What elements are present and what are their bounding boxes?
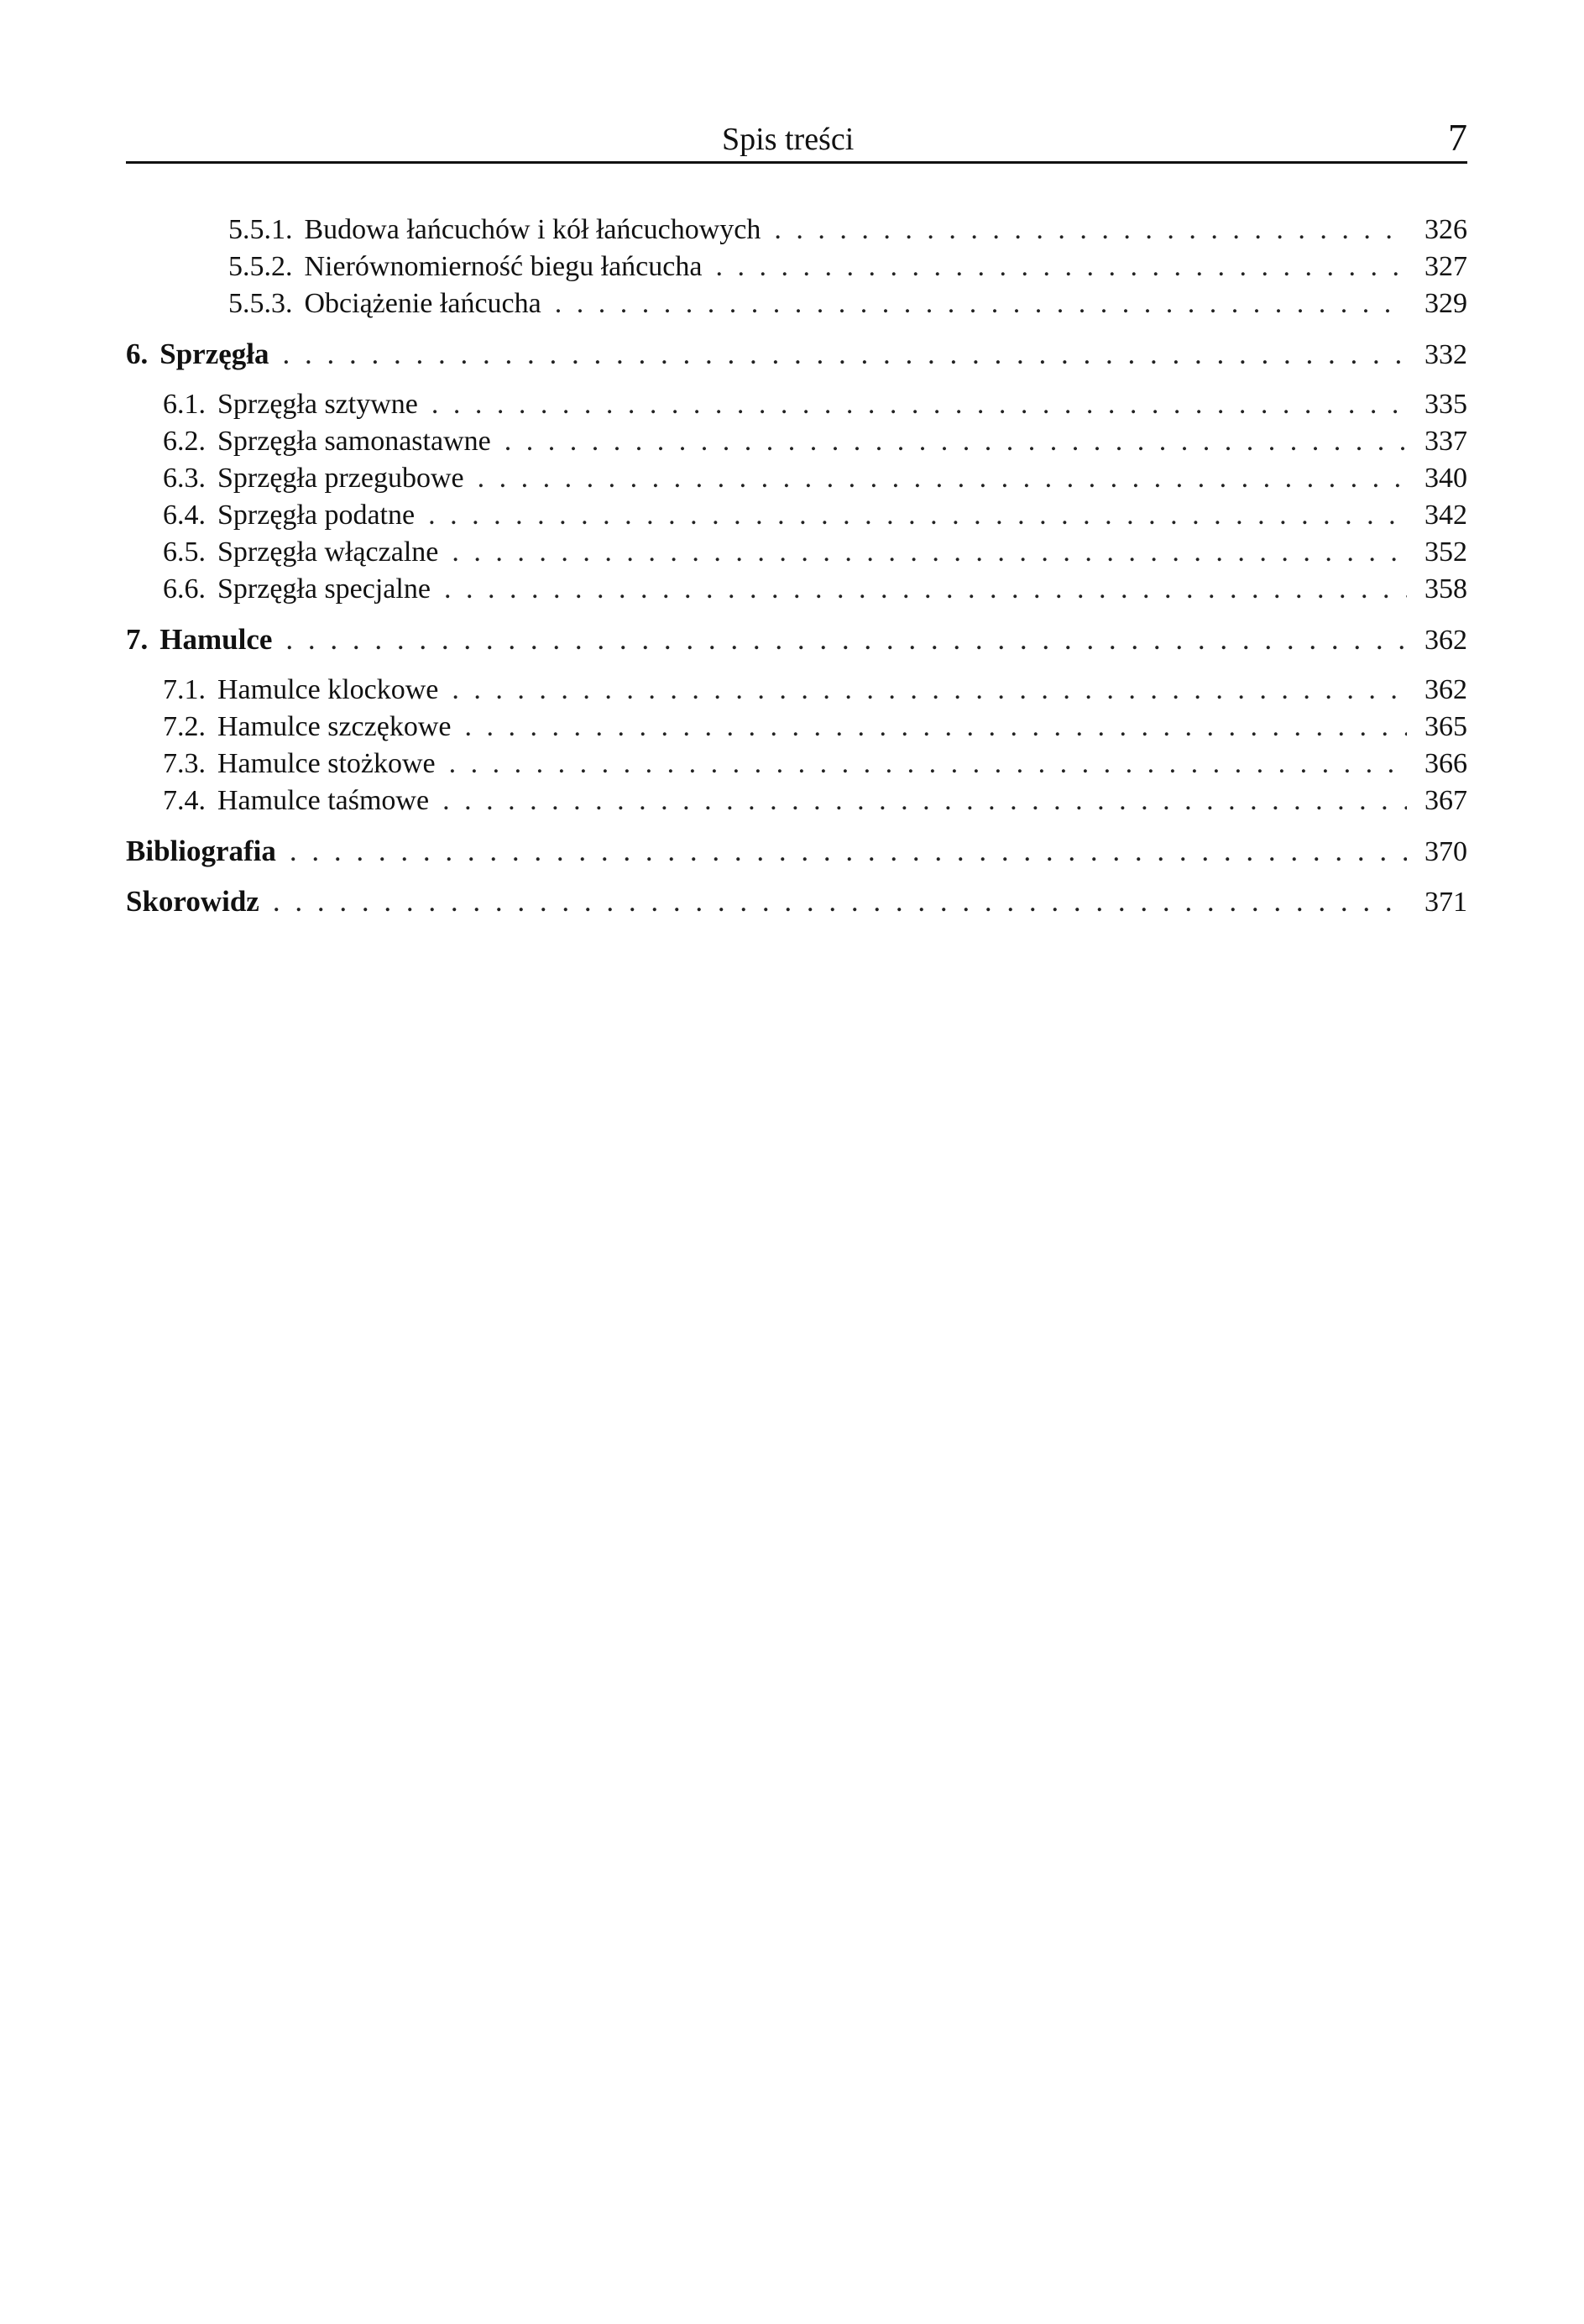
toc-entry-page: 358 (1425, 573, 1467, 605)
toc-chapter-title: Bibliografia (126, 835, 276, 867)
toc-entry-page: 362 (1425, 674, 1467, 705)
toc-entry-page: 352 (1425, 537, 1467, 568)
toc-entry-page: 367 (1425, 785, 1467, 816)
dot-leader (285, 621, 1407, 658)
toc-entry-5-5-1[interactable] (126, 212, 1467, 249)
toc-entry-page: 366 (1425, 748, 1467, 779)
toc-entry-page: 365 (1425, 711, 1467, 742)
toc-entry-page: 340 (1425, 463, 1467, 494)
toc-chapter-title: Skorowidz (126, 885, 259, 918)
toc-entry-number: 7.2. (163, 711, 206, 742)
toc-chapter-7[interactable] (126, 621, 1467, 658)
toc-entry-title: Sprzęgła przegubowe (217, 463, 464, 494)
toc-entry-6-5[interactable] (126, 534, 1467, 571)
toc-entry-6-4[interactable] (126, 497, 1467, 534)
toc-entry-number: 7.1. (163, 674, 206, 705)
toc-entry-number: 5.5.1. (228, 214, 293, 245)
toc-entry-number: 6.5. (163, 537, 206, 568)
toc-entry-title: Sprzęgła samonastawne (217, 426, 491, 457)
toc-chapter-title: Sprzęgła (159, 338, 269, 370)
toc-entry-page: 327 (1425, 251, 1467, 282)
toc-entry-number: 5.5.3. (228, 288, 293, 319)
dot-leader (504, 423, 1407, 460)
toc-entry-number: 6.4. (163, 500, 206, 531)
toc-entry-page: 326 (1425, 214, 1467, 245)
toc-chapter-number: 7. (126, 623, 149, 656)
table-of-contents (126, 212, 1467, 920)
toc-entry-page: 362 (1425, 625, 1467, 656)
toc-entry-page: 337 (1425, 426, 1467, 457)
dot-leader (283, 336, 1407, 373)
toc-entry-number: 6.1. (163, 389, 206, 420)
toc-entry-number: 7.4. (163, 785, 206, 816)
dot-leader (444, 571, 1407, 608)
toc-entry-title: Hamulce stożkowe (217, 748, 436, 779)
toc-entry-page: 342 (1425, 500, 1467, 531)
dot-leader (452, 672, 1407, 709)
toc-entry-title: Sprzęgła włączalne (217, 537, 439, 568)
toc-entry-number: 7.3. (163, 748, 206, 779)
toc-entry-title: Sprzęgła specjalne (217, 573, 431, 605)
toc-entry-title: Nierównomierność biegu łańcucha (304, 251, 703, 282)
toc-entry-6-2[interactable] (126, 423, 1467, 460)
toc-entry-number: 6.2. (163, 426, 206, 457)
toc-entry-title: Budowa łańcuchów i kół łańcuchowych (304, 214, 761, 245)
toc-chapter-number: 6. (126, 338, 149, 370)
toc-entry-title: Hamulce taśmowe (217, 785, 430, 816)
dot-leader (555, 285, 1407, 322)
dot-leader (478, 460, 1407, 497)
page-number: 7 (1448, 116, 1467, 159)
page-header (126, 111, 1467, 164)
toc-entry-6-6[interactable] (126, 571, 1467, 608)
dot-leader (428, 497, 1407, 534)
toc-entry-page: 329 (1425, 288, 1467, 319)
dot-leader (774, 212, 1407, 249)
running-header-title: Spis treści (722, 122, 855, 157)
toc-entry-7-1[interactable] (126, 672, 1467, 709)
dot-leader (449, 746, 1407, 783)
toc-bibliography[interactable] (126, 833, 1467, 870)
dot-leader (442, 783, 1407, 819)
toc-entry-title: Hamulce szczękowe (217, 711, 452, 742)
toc-entry-7-4[interactable] (126, 783, 1467, 819)
toc-entry-title: Sprzęgła podatne (217, 500, 416, 531)
dot-leader (290, 833, 1407, 870)
dot-leader (452, 534, 1407, 571)
toc-entry-page: 335 (1425, 389, 1467, 420)
toc-entry-6-1[interactable] (126, 386, 1467, 423)
toc-entry-page: 371 (1425, 887, 1467, 918)
toc-entry-number: 6.6. (163, 573, 206, 605)
toc-entry-page: 332 (1425, 339, 1467, 370)
toc-entry-title: Hamulce klockowe (217, 674, 439, 705)
toc-entry-number: 6.3. (163, 463, 206, 494)
toc-entry-7-2[interactable] (126, 709, 1467, 746)
toc-entry-title: Obciążenie łańcucha (304, 288, 541, 319)
dot-leader (273, 883, 1407, 920)
toc-entry-6-3[interactable] (126, 460, 1467, 497)
toc-index[interactable] (126, 883, 1467, 920)
toc-entry-7-3[interactable] (126, 746, 1467, 783)
toc-chapter-title: Hamulce (159, 623, 273, 656)
dot-leader (715, 249, 1407, 285)
dot-leader (464, 709, 1407, 746)
toc-entry-5-5-2[interactable] (126, 249, 1467, 285)
toc-entry-page: 370 (1425, 836, 1467, 867)
toc-entry-number: 5.5.2. (228, 251, 293, 282)
dot-leader (431, 386, 1407, 423)
toc-entry-title: Sprzęgła sztywne (217, 389, 418, 420)
toc-entry-5-5-3[interactable] (126, 285, 1467, 322)
toc-chapter-6[interactable] (126, 336, 1467, 373)
